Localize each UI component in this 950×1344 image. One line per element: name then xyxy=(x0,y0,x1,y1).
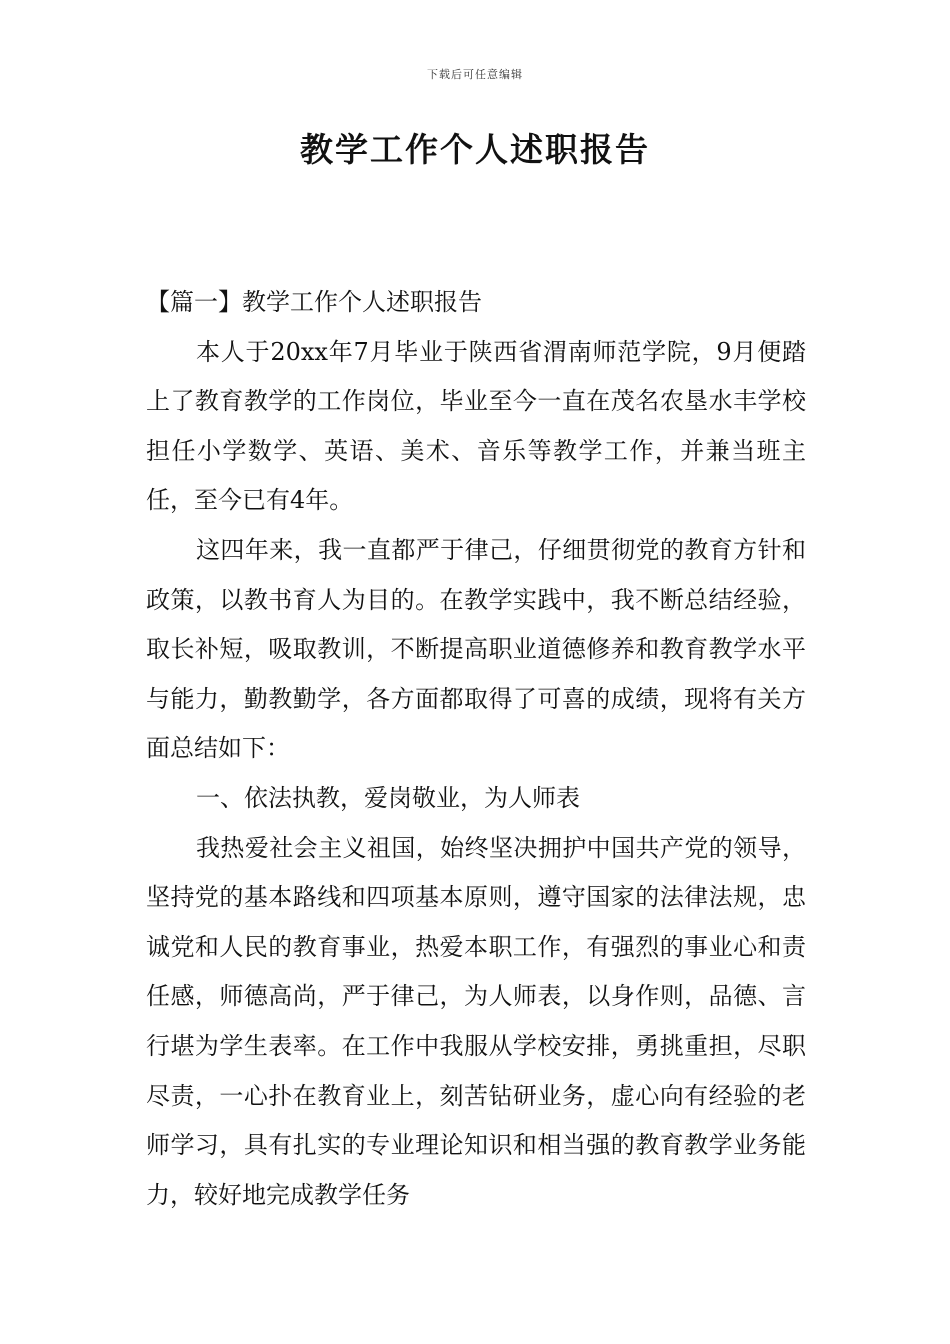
page-header-note: 下载后可任意编辑 xyxy=(427,68,523,81)
paragraph-overview: 这四年来，我一直都严于律己，仔细贯彻党的教育方针和政策，以教书育人为目的。在教学实践中，我不断总结经验，取长补短，吸取教训，不断提高职业道德修养和教育教学水平与能力，勤教勤学，各方面都取得了可喜的成绩，现将有关方面总结如下： xyxy=(146,535,806,763)
subsection-heading: 一、依法执教，爱岗敬业，为人师表 xyxy=(196,783,580,812)
document-title: 教学工作个人述职报告 xyxy=(300,130,650,169)
paragraph-ethics: 我热爱社会主义祖国，始终坚决拥护中国共产党的领导，坚持党的基本路线和四项基本原则，遵守国家的法律法规，忠诚党和人民的教育事业，热爱本职工作，有强烈的事业心和责任感，师德高尚，严于律己，为人师表，以身作则，品德、言行堪为学生表率。在工作中我服从学校安排，勇挑重担，尽职尽责，一心扑在教育业上，刻苦钻研业务，虚心向有经验的老师学习，具有扎实的专业理论知识和相当强的教育教学业务能力，较好地完成教学任务 xyxy=(146,833,806,1209)
paragraph-intro: 本人于20xx年7月毕业于陕西省渭南师范学院，9月便踏上了教育教学的工作岗位，毕业至今一直在茂名农垦水丰学校担任小学数学、英语、美术、音乐等教学工作，并兼当班主任，至今已有4年。 xyxy=(146,337,806,515)
section-heading: 【篇一】教学工作个人述职报告 xyxy=(146,288,482,316)
document-body xyxy=(146,278,806,1220)
